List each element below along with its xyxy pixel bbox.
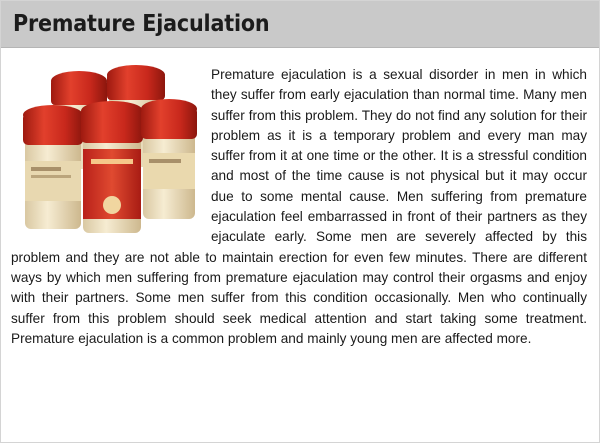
page-title: Premature Ejaculation (13, 11, 270, 37)
bottle-front-right (141, 99, 197, 219)
bottle-front-left (23, 105, 83, 229)
header-bar (1, 1, 599, 48)
bottle-front-middle (81, 101, 143, 233)
article-content (1, 48, 599, 349)
product-bottles-image (11, 65, 199, 237)
article-body-text: Premature ejaculation is a sexual disorder in men in which they suffer from early ejaculation than normal time. Many men suffer from this problem. They do not find any solution for their problem as it is a temporary problem and every man may suffer from it at one time or the other. It is a stressful condition and most of the time cause is not physical but it may occur due to some mental cause. Men suffering from premature ejaculation feel embarrassed in front of their partners as they ejaculate early. Some men are severely affected by this problem and they are not able to maintain erection for even few minutes. There are different ways by which men suffering from premature ejaculation may control their orgasms and enjoy with their partners. Some men suffer from this condition occasionally. Men who continually suffer from this problem should seek medical attention and start taking some treatment. Premature ejaculation is a common problem and mainly young men are affected more. (11, 67, 587, 346)
